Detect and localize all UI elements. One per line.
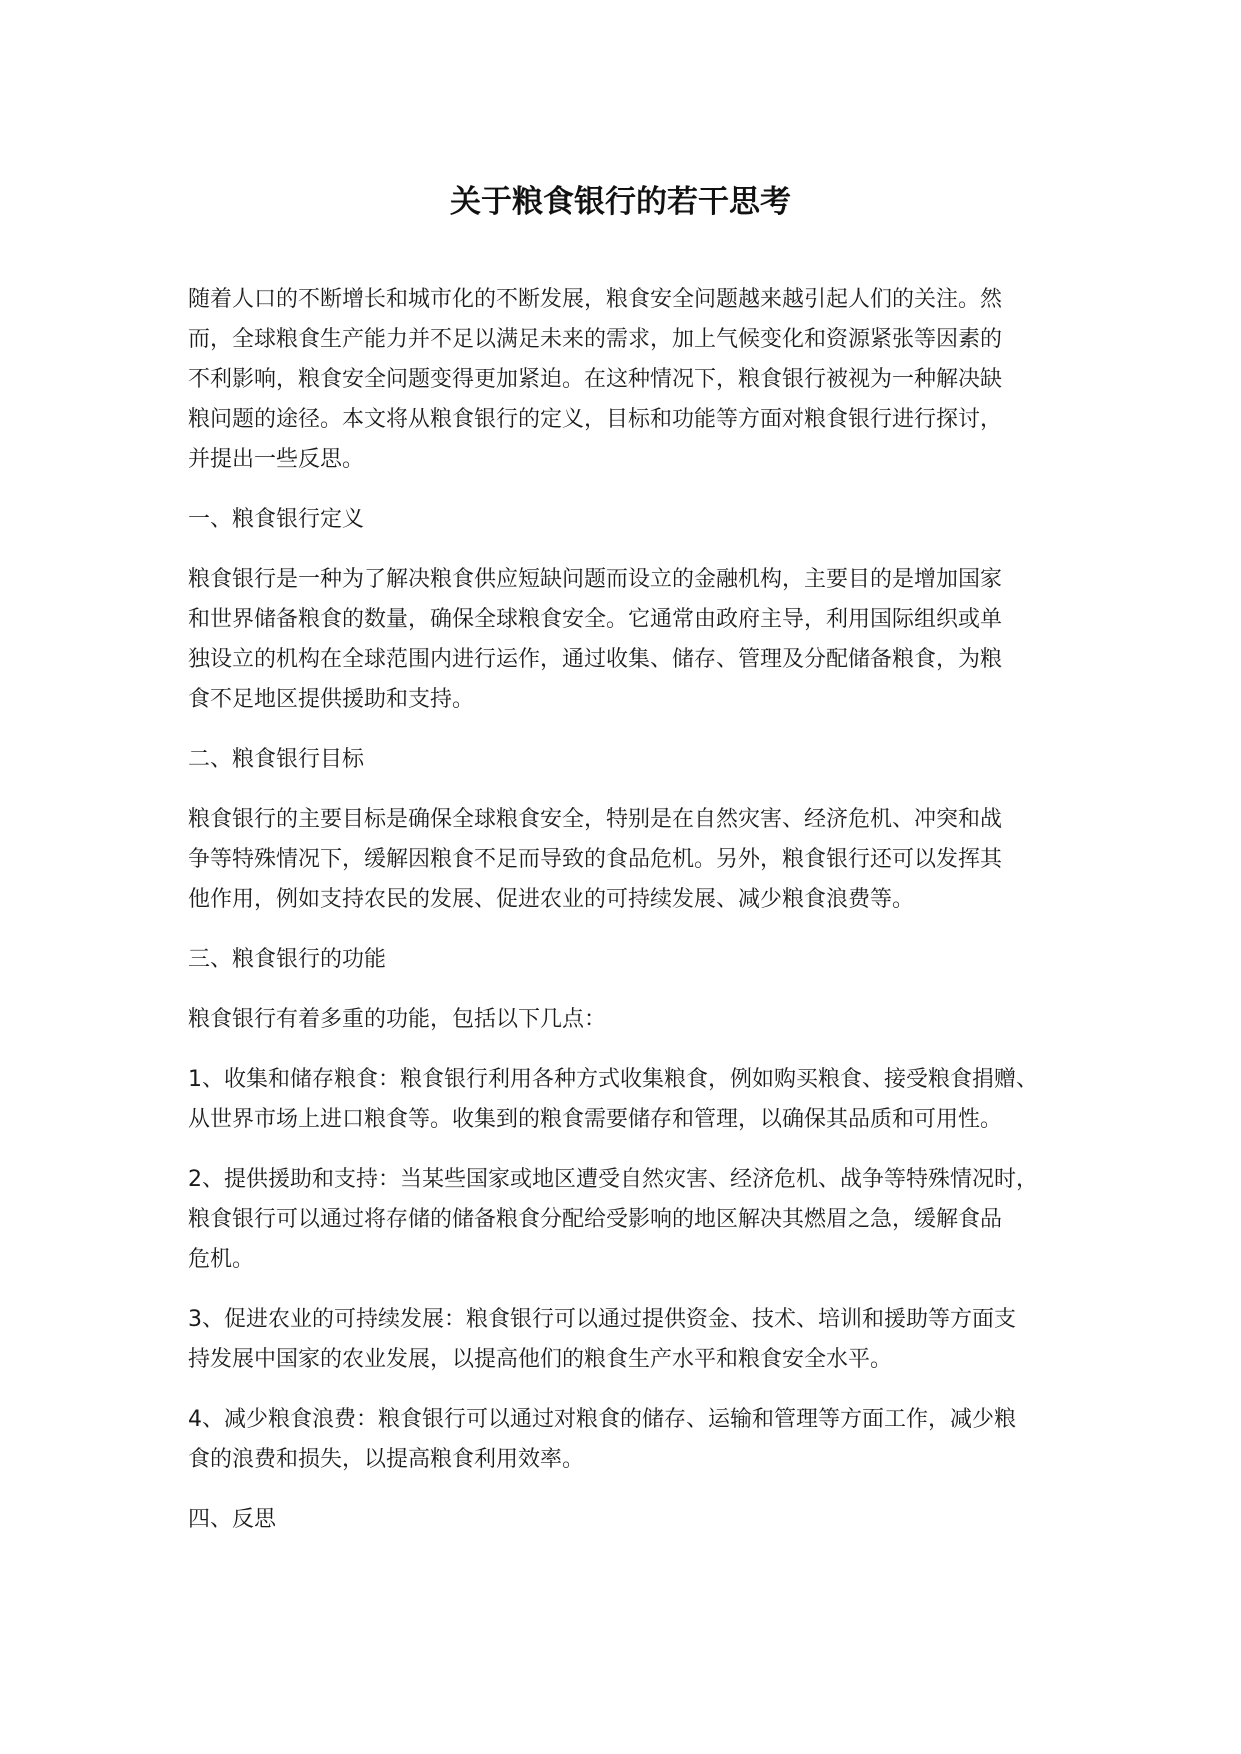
section-1-paragraph: 粮食银行是一种为了解决粮食供应短缺问题而设立的金融机构，主要目的是增加国家 和世界储备粮食的数量，确保全球粮食安全。它通常由政府主导，利用国际组织或单 独设立的机构在全球范围内进行运作，通过收集、储存、管理及分配储备粮食，为粮 食不足地区提供援助和支持。 bbox=[188, 567, 1003, 712]
section-2-paragraph: 粮食银行的主要目标是确保全球粮食安全，特别是在自然灾害、经济危机、冲突和战 争等特殊情况下，缓解因粮食不足而导致的食品危机。另外，粮食银行还可以发挥其 他作用，例如支持农民的发展、促进农业的可持续发展、减少粮食浪费等。 bbox=[188, 807, 1003, 912]
document-title: 关于粮食银行的若干思考 bbox=[450, 184, 791, 220]
function-item-1: 1、收集和储存粮食：粮食银行利用各种方式收集粮食，例如购买粮食、接受粮食捐赠、 从世界市场上进口粮食等。收集到的粮食需要储存和管理，以确保其品质和可用性。 bbox=[188, 1067, 1038, 1132]
function-item-4: 4、减少粮食浪费：粮食银行可以通过对粮食的储存、运输和管理等方面工作，减少粮 食的浪费和损失，以提高粮食利用效率。 bbox=[188, 1407, 1016, 1472]
section-2-heading: 二、粮食银行目标 bbox=[188, 747, 365, 772]
section-4-heading: 四、反思 bbox=[188, 1507, 277, 1532]
function-item-3: 3、促进农业的可持续发展：粮食银行可以通过提供资金、技术、培训和援助等方面支 持发展中国家的农业发展，以提高他们的粮食生产水平和粮食安全水平。 bbox=[188, 1307, 1016, 1372]
function-item-2: 2、提供援助和支持：当某些国家或地区遭受自然灾害、经济危机、战争等特殊情况时， 粮食银行可以通过将存储的储备粮食分配给受影响的地区解决其燃眉之急，缓解食品 危机。 bbox=[188, 1167, 1038, 1272]
intro-paragraph: 随着人口的不断增长和城市化的不断发展，粮食安全问题越来越引起人们的关注。然 而，全球粮食生产能力并不足以满足未来的需求，加上气候变化和资源紧张等因素的 不利影响，粮食安全问题变得更加紧迫。在这种情况下，粮食银行被视为一种解决缺 粮问题的途径。本文将从粮食银行的定义，目标和功能等方面对粮食银行进行探讨， 并提出一些反思。 bbox=[188, 287, 1003, 472]
section-3-heading: 三、粮食银行的功能 bbox=[188, 947, 387, 972]
document-body bbox=[188, 280, 1068, 1560]
section-1-heading: 一、粮食银行定义 bbox=[188, 507, 365, 532]
section-3-lead: 粮食银行有着多重的功能，包括以下几点： bbox=[188, 1007, 607, 1032]
